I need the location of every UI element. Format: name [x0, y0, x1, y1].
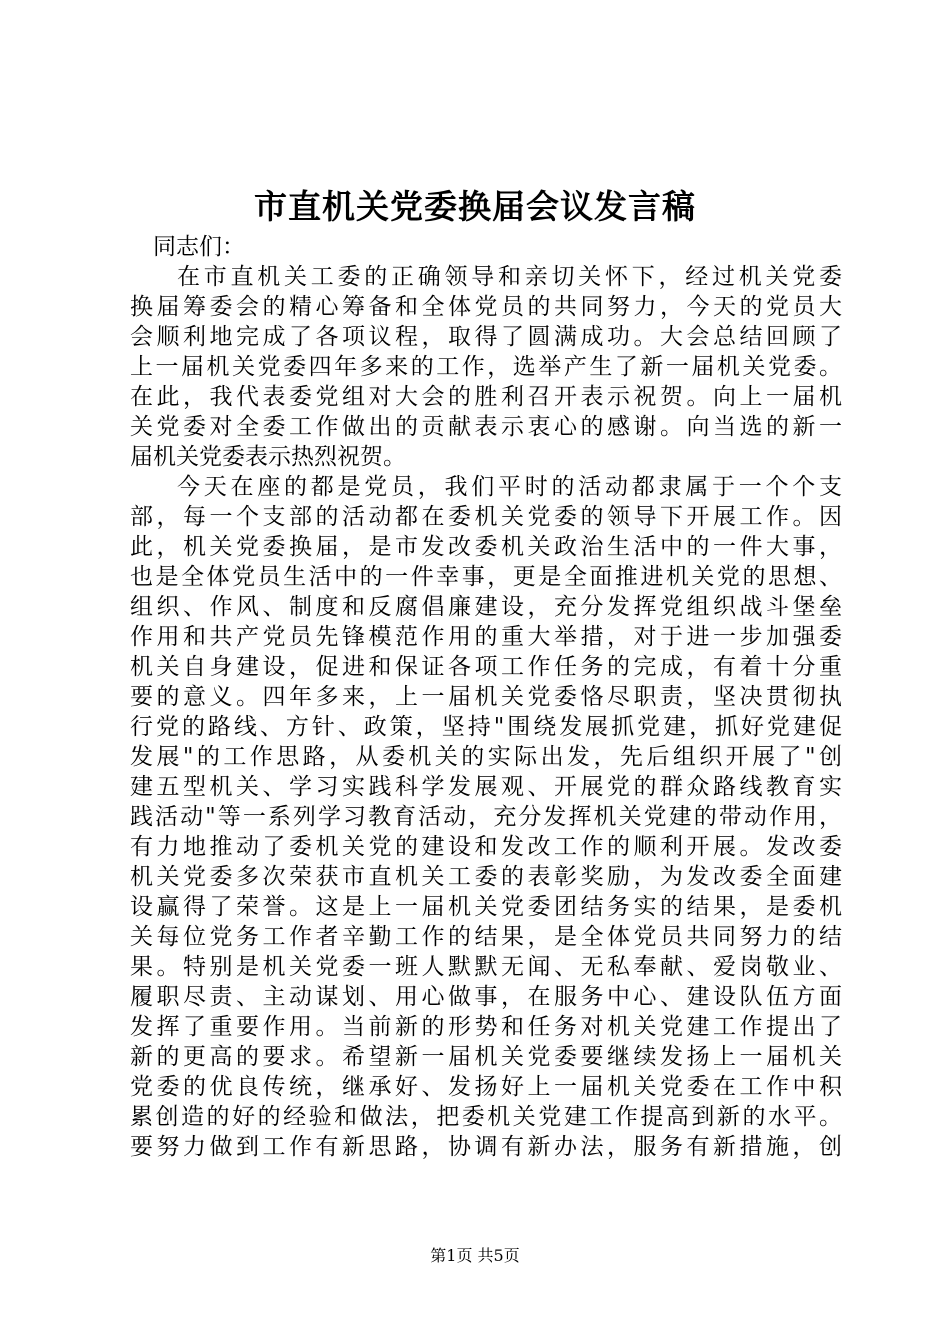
paragraph-line: 履职尽责、主动谋划、用心做事，在服务中心、建设队伍方面: [130, 984, 842, 1010]
paragraph-line: 累创造的好的经验和做法，把委机关党建工作提高到新的水平。: [130, 1104, 842, 1130]
page-footer: 第1页 共5页: [430, 1246, 520, 1265]
paragraph-line: 此，机关党委换届，是市发改委机关政治生活中的一件大事，: [130, 534, 842, 560]
paragraph-line: 要的意义。四年多来，上一届机关党委恪尽职责，坚决贯彻执: [130, 684, 842, 710]
paragraph-line: 在此，我代表委党组对大会的胜利召开表示祝贺。向上一届机: [130, 384, 842, 410]
paragraph-line: 要努力做到工作有新思路，协调有新办法，服务有新措施，创: [130, 1134, 842, 1160]
paragraph-line: 果。特别是机关党委一班人默默无闻、无私奉献、爱岗敬业、: [130, 954, 842, 980]
document-title: 市直机关党委换届会议发言稿: [254, 187, 696, 226]
paragraph-line: 建五型机关、学习实践科学发展观、开展党的群众路线教育实: [130, 774, 842, 800]
paragraph-line: 换届筹委会的精心筹备和全体党员的共同努力，今天的党员大: [130, 294, 842, 320]
paragraph-line: 在市直机关工委的正确领导和亲切关怀下，经过机关党委: [177, 264, 842, 290]
paragraph-line: 新的更高的要求。希望新一届机关党委要继续发扬上一届机关: [130, 1044, 842, 1070]
paragraph-line: 也是全体党员生活中的一件幸事，更是全面推进机关党的思想、: [130, 564, 842, 590]
paragraph-line: 发挥了重要作用。当前新的形势和任务对机关党建工作提出了: [130, 1014, 842, 1040]
paragraph-line: 作用和共产党员先锋模范作用的重大举措，对于进一步加强委: [130, 624, 842, 650]
paragraph-line: 机关党委多次荣获市直机关工委的表彰奖励，为发改委全面建: [130, 864, 842, 890]
paragraph-line: 设赢得了荣誉。这是上一届机关党委团结务实的结果，是委机: [130, 894, 842, 920]
paragraph-line: 行党的路线、方针、政策，坚持"围绕发展抓党建，抓好党建促: [130, 714, 842, 740]
document-body: [130, 232, 842, 1162]
paragraph-line: 今天在座的都是党员，我们平时的活动都隶属于一个个支: [177, 474, 842, 500]
paragraph-line: 部，每一个支部的活动都在委机关党委的领导下开展工作。因: [130, 504, 842, 530]
paragraph-line: 党委的优良传统，继承好、发扬好上一届机关党委在工作中积: [130, 1074, 842, 1100]
paragraph-line: 践活动"等一系列学习教育活动，充分发挥机关党建的带动作用，: [130, 804, 842, 830]
paragraph-line: 关每位党务工作者辛勤工作的结果，是全体党员共同努力的结: [130, 924, 842, 950]
paragraph-line: 会顺利地完成了各项议程，取得了圆满成功。大会总结回顾了: [130, 324, 842, 350]
paragraph-line: 有力地推动了委机关党的建设和发改工作的顺利开展。发改委: [130, 834, 842, 860]
paragraph-line: 组织、作风、制度和反腐倡廉建设，充分发挥党组织战斗堡垒: [130, 594, 842, 620]
salutation: 同志们：: [153, 234, 245, 260]
paragraph-line: 机关自身建设，促进和保证各项工作任务的完成，有着十分重: [130, 654, 842, 680]
paragraph-line: 届机关党委表示热烈祝贺。: [130, 444, 406, 470]
paragraph-line: 上一届机关党委四年多来的工作，选举产生了新一届机关党委。: [130, 354, 842, 380]
paragraph-line: 关党委对全委工作做出的贡献表示衷心的感谢。向当选的新一: [130, 414, 842, 440]
paragraph-line: 发展"的工作思路，从委机关的实际出发，先后组织开展了"创: [130, 744, 842, 770]
